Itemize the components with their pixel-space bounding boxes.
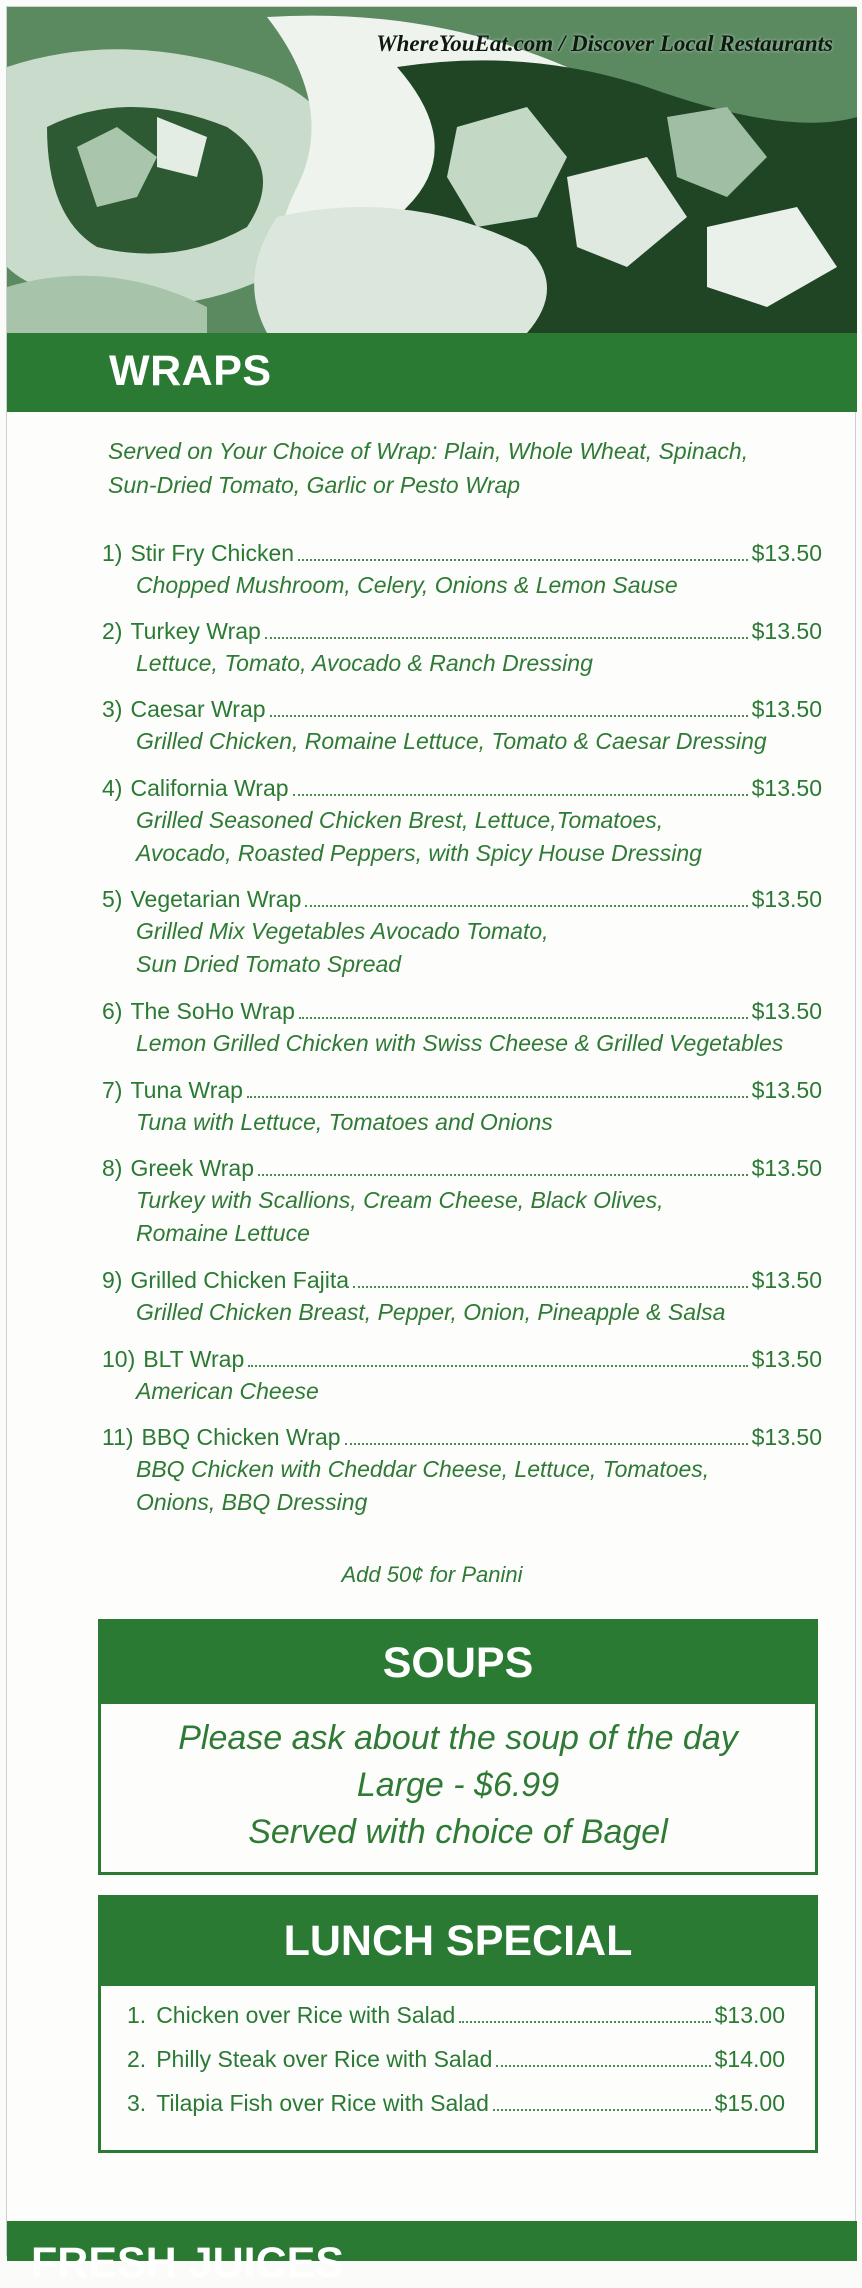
- lunch-special-item: [127, 2000, 785, 2030]
- wrap-item-name: Turkey Wrap: [130, 618, 261, 644]
- wrap-item-price: $13.50: [751, 618, 822, 644]
- soup-line: Please ask about the soup of the day: [178, 1719, 738, 1757]
- lunch-item-price: $15.00: [714, 2090, 785, 2116]
- wrap-item-name: Tuna Wrap: [130, 1077, 243, 1103]
- dot-leader: [258, 1174, 748, 1176]
- wrap-item-price: $13.50: [751, 775, 822, 801]
- lunch-item-number: 3.: [127, 2090, 147, 2116]
- wrap-item-price: $13.50: [751, 1346, 822, 1372]
- wrap-item: [102, 1152, 822, 1250]
- wrap-item-number: 6): [102, 998, 123, 1024]
- wrap-item-price: $13.50: [751, 998, 822, 1024]
- dot-leader: [247, 1096, 748, 1098]
- wrap-item-number: 4): [102, 775, 123, 801]
- wrap-item-number: 1): [102, 540, 123, 566]
- wrap-item-number: 9): [102, 1267, 123, 1293]
- wrap-item: [102, 537, 822, 602]
- wrap-item-name: The SoHo Wrap: [130, 998, 295, 1024]
- dot-leader: [299, 1017, 748, 1019]
- wrap-item-price: $13.50: [751, 540, 822, 566]
- wrap-item-name: BBQ Chicken Wrap: [141, 1424, 341, 1450]
- site-watermark: WhereYouEat.com / Discover Local Restaurants: [376, 31, 833, 56]
- wrap-item-row: [102, 693, 822, 725]
- fresh-juices-header-band: [7, 2221, 857, 2287]
- lunch-item-name: Philly Steak over Rice with Salad: [156, 2046, 493, 2072]
- soups-title: SOUPS: [101, 1622, 815, 1704]
- wrap-item-row: [102, 1343, 822, 1375]
- wrap-item-row: [102, 537, 822, 569]
- wrap-item-description: BBQ Chicken with Cheddar Cheese, Lettuce, Tomatoes,: [136, 1456, 710, 1482]
- dot-leader: [353, 1286, 748, 1288]
- dot-leader: [293, 794, 748, 796]
- wrap-item-price: $13.50: [751, 1077, 822, 1103]
- wrap-item-description: Chopped Mushroom, Celery, Onions & Lemon Sause: [136, 572, 678, 598]
- soups-body: [101, 1704, 815, 1856]
- lunch-item-price: $13.00: [714, 2002, 785, 2028]
- wraps-header-band: [7, 333, 857, 412]
- wrap-item: [102, 615, 822, 680]
- wrap-item-name: Vegetarian Wrap: [130, 886, 302, 912]
- wrap-item-price: $13.50: [751, 886, 822, 912]
- wrap-item-price: $13.50: [751, 1424, 822, 1450]
- wrap-item-row: [102, 995, 822, 1027]
- panini-note: Add 50¢ for Panini: [341, 1562, 523, 1587]
- lunch-item-number: 1.: [127, 2002, 147, 2028]
- wrap-item-description: Romaine Lettuce: [136, 1220, 310, 1246]
- wrap-item-name: BLT Wrap: [143, 1346, 245, 1372]
- wrap-item-number: 3): [102, 696, 123, 722]
- wrap-item: [102, 1343, 822, 1408]
- wrap-item: [102, 1264, 822, 1329]
- wrap-item: [102, 883, 822, 981]
- wraps-intro: Served on Your Choice of Wrap: Plain, Whole Wheat, Spinach, Sun-Dried Tomato, Garlic or Pesto Wrap: [108, 438, 749, 498]
- lunch-special-item: [127, 2044, 785, 2074]
- soups-box: [98, 1619, 818, 1875]
- wrap-item-name: Greek Wrap: [130, 1155, 255, 1181]
- wrap-item-number: 8): [102, 1155, 123, 1181]
- wrap-item-number: 5): [102, 886, 123, 912]
- wrap-item-number: 10): [102, 1346, 136, 1372]
- wrap-item-description: Sun Dried Tomato Spread: [136, 951, 402, 977]
- wrap-item: [102, 1421, 822, 1519]
- wrap-item-row: [102, 883, 822, 915]
- wrap-item: [102, 693, 822, 758]
- wrap-item-price: $13.50: [751, 696, 822, 722]
- wrap-item-description: Grilled Chicken, Romaine Lettuce, Tomato & Caesar Dressing: [136, 728, 767, 754]
- dot-leader: [493, 2109, 711, 2111]
- lunch-special-title: LUNCH SPECIAL: [101, 1898, 815, 1986]
- wrap-item-description: Lettuce, Tomato, Avocado & Ranch Dressing: [136, 650, 593, 676]
- wrap-item-row: [102, 1421, 822, 1453]
- lunch-item-number: 2.: [127, 2046, 147, 2072]
- soup-line: Large - $6.99: [356, 1766, 560, 1804]
- lunch-item-name: Tilapia Fish over Rice with Salad: [156, 2090, 489, 2116]
- wrap-item-number: 11): [102, 1424, 134, 1450]
- wrap-item-name: Grilled Chicken Fajita: [130, 1267, 350, 1293]
- wrap-item-description: Avocado, Roasted Peppers, with Spicy House Dressing: [136, 840, 702, 866]
- wrap-item-description: Grilled Seasoned Chicken Brest, Lettuce,Tomatoes,: [136, 807, 664, 833]
- soup-line: Served with choice of Bagel: [248, 1813, 668, 1851]
- wrap-item: [102, 1074, 822, 1139]
- lunch-item-price: $14.00: [714, 2046, 785, 2072]
- lunch-special-box: [98, 1895, 818, 2153]
- wrap-item-description: Grilled Chicken Breast, Pepper, Onion, Pineapple & Salsa: [136, 1299, 726, 1325]
- wrap-item-row: [102, 615, 822, 647]
- wraps-title: WRAPS: [109, 347, 272, 395]
- dot-leader: [305, 905, 747, 907]
- wrap-item-row: [102, 772, 822, 804]
- wrap-item-name: Stir Fry Chicken: [130, 540, 295, 566]
- lunch-item-name: Chicken over Rice with Salad: [156, 2002, 456, 2028]
- fresh-juices-title: FRESH JUICES: [31, 2239, 345, 2287]
- wrap-item-number: 7): [102, 1077, 123, 1103]
- dot-leader: [345, 1443, 748, 1445]
- dot-leader: [298, 559, 748, 561]
- wrap-item: [102, 772, 822, 870]
- wrap-item-name: California Wrap: [130, 775, 289, 801]
- dot-leader: [459, 2021, 710, 2023]
- wrap-item-row: [102, 1152, 822, 1184]
- wrap-item: [102, 995, 822, 1060]
- dot-leader: [270, 715, 748, 717]
- wrap-item-description: Lemon Grilled Chicken with Swiss Cheese & Grilled Vegetables: [136, 1030, 784, 1056]
- wrap-item-description: Grilled Mix Vegetables Avocado Tomato,: [136, 918, 549, 944]
- wrap-item-description: American Cheese: [136, 1378, 319, 1404]
- wrap-item-price: $13.50: [751, 1155, 822, 1181]
- wrap-item-description: Turkey with Scallions, Cream Cheese, Black Olives,: [136, 1187, 664, 1213]
- wrap-item-name: Caesar Wrap: [130, 696, 266, 722]
- wrap-item-row: [102, 1074, 822, 1106]
- menu-page: [6, 6, 856, 2287]
- wrap-item-number: 2): [102, 618, 123, 644]
- wrap-photo-banner: [7, 7, 857, 333]
- wrap-item-description: Tuna with Lettuce, Tomatoes and Onions: [136, 1109, 553, 1135]
- dot-leader: [265, 637, 748, 639]
- wrap-item-row: [102, 1264, 822, 1296]
- dot-leader: [248, 1365, 747, 1367]
- wrap-item-description: Onions, BBQ Dressing: [136, 1489, 368, 1515]
- wrap-item-price: $13.50: [751, 1267, 822, 1293]
- lunch-special-item: [127, 2088, 785, 2118]
- dot-leader: [496, 2065, 710, 2067]
